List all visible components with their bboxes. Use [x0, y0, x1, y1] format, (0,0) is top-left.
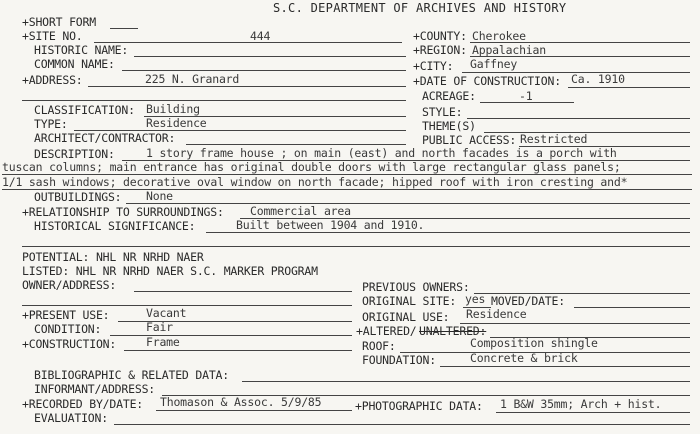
significance-line-2 [22, 246, 690, 247]
architect-label: ARCHITECT/CONTRACTOR: [34, 131, 176, 145]
photographic-label: +PHOTOGRAPHIC DATA: [355, 399, 483, 413]
moved-date-line [574, 307, 690, 308]
original-use-label: ORIGINAL USE: [362, 310, 450, 324]
owner-address-line-2 [22, 305, 352, 306]
city-value: Gaffney [470, 57, 518, 71]
owner-address-line [134, 291, 352, 292]
original-site-label: ORIGINAL SITE: [362, 294, 457, 308]
informant-label: INFORMANT/ADDRESS: [34, 382, 156, 396]
themes-label: THEME(S) [422, 119, 476, 133]
altered-label: +ALTERED/ [356, 324, 417, 338]
date-construction-value: Ca. 1910 [571, 72, 625, 86]
foundation-value: Concrete & brick [470, 351, 578, 365]
recorded-by-value: Thomason & Assoc. 5/9/85 [160, 395, 322, 409]
bibliographic-line [242, 381, 690, 382]
potential-row: POTENTIAL: NHL NR NRHD NAER [22, 250, 204, 264]
roof-value: Composition shingle [470, 336, 598, 350]
construction-label: +CONSTRUCTION: [22, 337, 117, 351]
style-line [467, 118, 690, 119]
owner-address-label: OWNER/ADDRESS: [22, 278, 117, 292]
short-form-label: +SHORT FORM [22, 15, 96, 29]
photographic-value: 1 B&W 35mm; Arch + hist. [500, 397, 662, 411]
relationship-value: Commercial area [250, 204, 351, 218]
common-name-label: COMMON NAME: [34, 57, 115, 71]
foundation-line [440, 366, 690, 367]
bibliographic-label: BIBLIOGRAPHIC & RELATED DATA: [34, 368, 229, 382]
classification-value: Building [146, 102, 200, 116]
address-value: 225 N. Granard [145, 72, 240, 86]
description-line-3: 1/1 sash windows; decorative oval window on north facade; hipped roof with iron cresting and* [2, 175, 628, 189]
date-construction-label: +DATE OF CONSTRUCTION: [413, 74, 561, 88]
site-no-line [94, 42, 402, 43]
historic-name-line [134, 56, 406, 57]
region-value: Appalachian [472, 43, 546, 57]
historic-name-label: HISTORIC NAME: [34, 43, 129, 57]
type-label: TYPE: [34, 117, 68, 131]
county-label: +COUNTY: [413, 29, 467, 43]
public-access-label: PUBLIC ACCESS: [422, 133, 517, 147]
description-line-2: tuscan columns; main entrance has original double doors with large rectangular glass panels; [2, 160, 621, 174]
roof-label: ROOF: [362, 339, 396, 353]
description-label: DESCRIPTION: [34, 147, 115, 161]
type-value: Residence [146, 116, 207, 130]
site-no-label: +SITE NO. [22, 29, 83, 43]
date-construction-line [568, 87, 690, 88]
acreage-label: ACREAGE: [422, 89, 476, 103]
original-use-value: Residence [466, 307, 527, 321]
classification-label: CLASSIFICATION: [34, 103, 135, 117]
recorded-by-label: +RECORDED BY/DATE: [22, 397, 144, 411]
outbuildings-label: OUTBUILDINGS: [34, 190, 122, 204]
site-no-value: 444 [250, 29, 271, 43]
listed-row: LISTED: NHL NR NRHD NAER S.C. MARKER PROGRAM [22, 264, 318, 278]
significance-value: Built between 1904 and 1910. [236, 218, 425, 232]
evaluation-line [114, 424, 690, 425]
foundation-label: FOUNDATION: [362, 353, 436, 367]
significance-label: HISTORICAL SIGNIFICANCE: [34, 219, 196, 233]
relationship-label: +RELATIONSHIP TO SURROUNDINGS: [22, 205, 224, 219]
outbuildings-value: None [146, 189, 173, 203]
style-label: STYLE: [422, 105, 463, 119]
moved-date-label: MOVED/DATE: [491, 294, 565, 308]
photographic-line [496, 412, 690, 413]
public-access-value: Restricted [520, 132, 588, 146]
previous-owners-label: PREVIOUS OWNERS: [362, 280, 470, 294]
region-label: +REGION: [413, 43, 467, 57]
city-label: +CITY: [413, 59, 454, 73]
construction-line [124, 350, 352, 351]
acreage-line [480, 102, 574, 103]
acreage-value: -1 [519, 89, 533, 103]
present-use-value: Vacant [146, 306, 187, 320]
description-line-1: 1 story frame house ; on main (east) and north facades is a porch with [146, 146, 617, 160]
condition-value: Fair [146, 320, 173, 334]
form-title: S.C. DEPARTMENT OF ARCHIVES AND HISTORY [273, 1, 567, 15]
significance-line [206, 232, 690, 233]
original-site-value: yes [465, 292, 486, 306]
county-value: Cherokee [472, 29, 526, 43]
outbuildings-line [126, 203, 690, 204]
architect-line [186, 144, 406, 145]
recorded-by-line [156, 410, 352, 411]
present-use-label: +PRESENT USE: [22, 308, 110, 322]
address-line [88, 86, 406, 87]
original-use-line [460, 323, 690, 324]
separator-line [22, 100, 406, 101]
short-form-line [110, 28, 138, 29]
common-name-line [122, 70, 406, 71]
condition-label: CONDITION: [34, 322, 102, 336]
construction-value: Frame [146, 335, 180, 349]
unaltered-label: UNALTERED: [419, 324, 487, 338]
address-label: +ADDRESS: [22, 73, 83, 87]
evaluation-label: EVALUATION: [34, 411, 108, 425]
